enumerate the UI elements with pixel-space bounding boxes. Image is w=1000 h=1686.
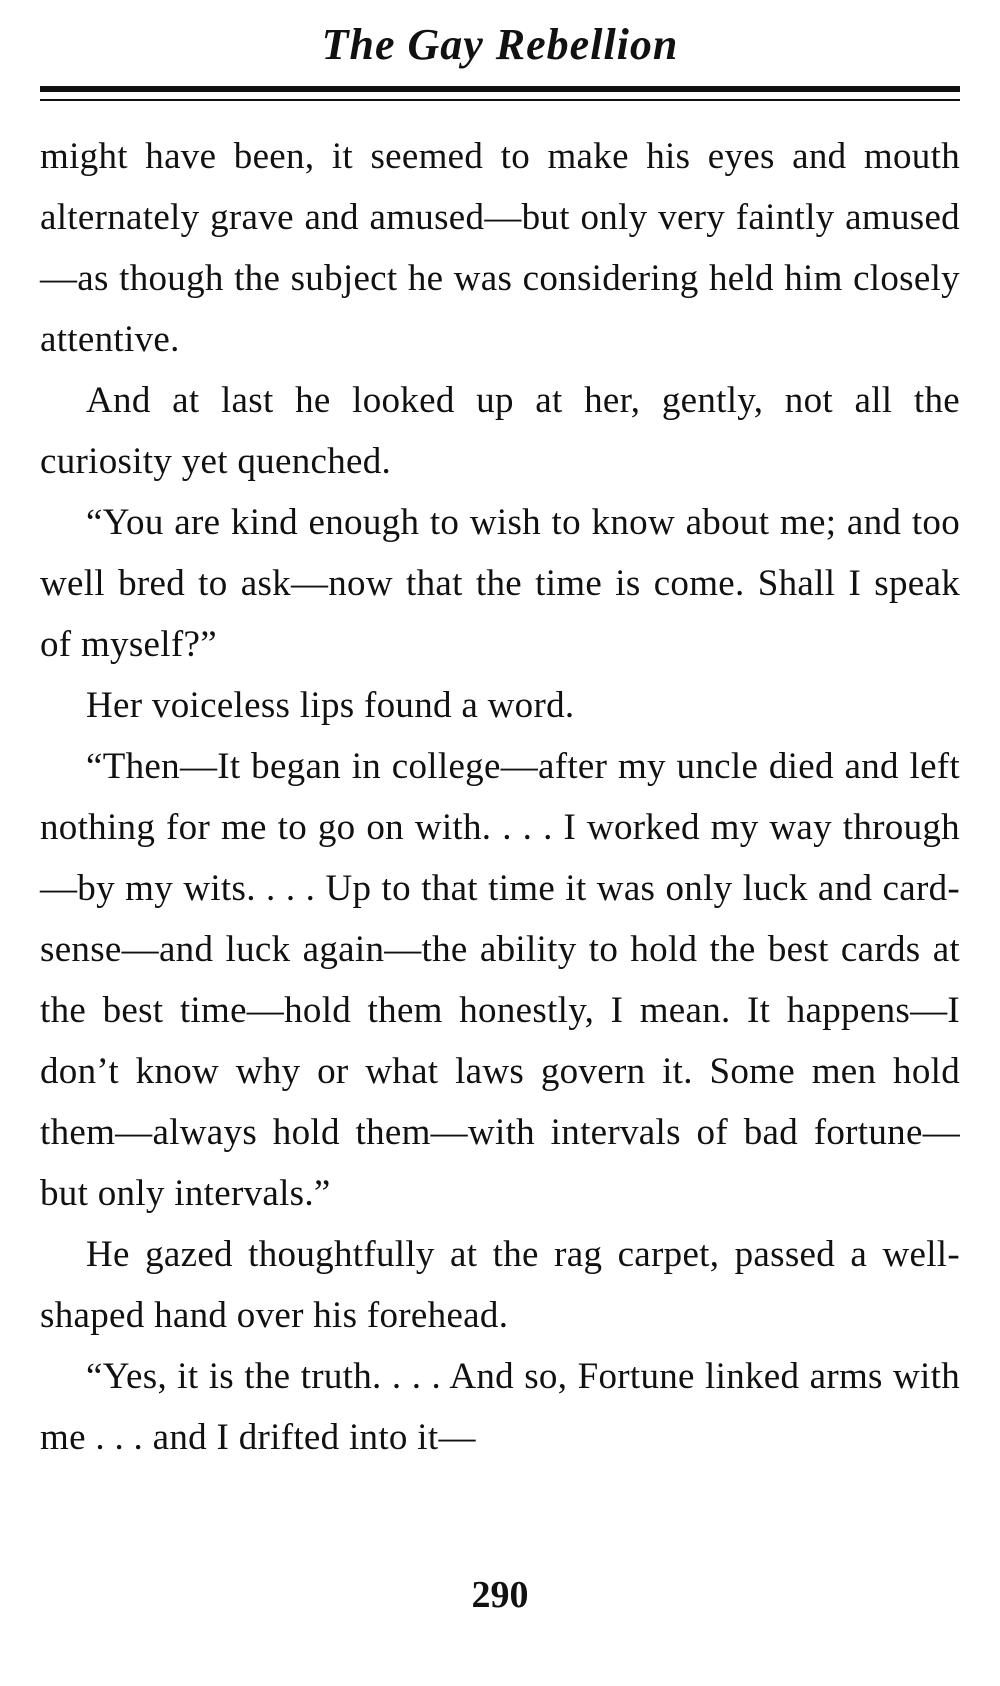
paragraph: “Yes, it is the truth. . . . And so, Fortune linked arms with me . . . and I drifted into it— <box>40 1356 960 1458</box>
paragraph: “You are kind enough to wish to know about me; and too well bred to ask—now that the time is come. Shall I speak of myself?” <box>40 502 960 665</box>
body-text <box>40 126 960 1468</box>
paragraph: He gazed thoughtfully at the rag carpet, passed a well-shaped hand over his forehead. <box>40 1234 960 1336</box>
page-number: 290 <box>471 1574 529 1616</box>
paragraph: “Then—It began in college—after my uncle died and left nothing for me to go on with. . . . I worked my way through—by my wits. . . . Up to that time it was only luck and card-sense—and luck again—the ability to hold the best cards at the best time—hold them honestly, I mean. It happens—I don’t know why or what laws govern it. Some men hold them—always hold them—with intervals of bad fortune—but only intervals.” <box>40 746 960 1214</box>
header-rule-thick <box>40 86 960 92</box>
running-title: The Gay Rebellion <box>321 20 679 69</box>
paragraph: Her voiceless lips found a word. <box>86 685 575 726</box>
header-rule-thin <box>40 99 960 101</box>
paragraph-continued: might have been, it seemed to make his eyes and mouth alternately grave and amused—but only very faintly amused—as though the subject he was considering held him closely attentive. <box>40 136 960 360</box>
paragraph: And at last he looked up at her, gently, not all the curiosity yet quenched. <box>40 380 960 482</box>
